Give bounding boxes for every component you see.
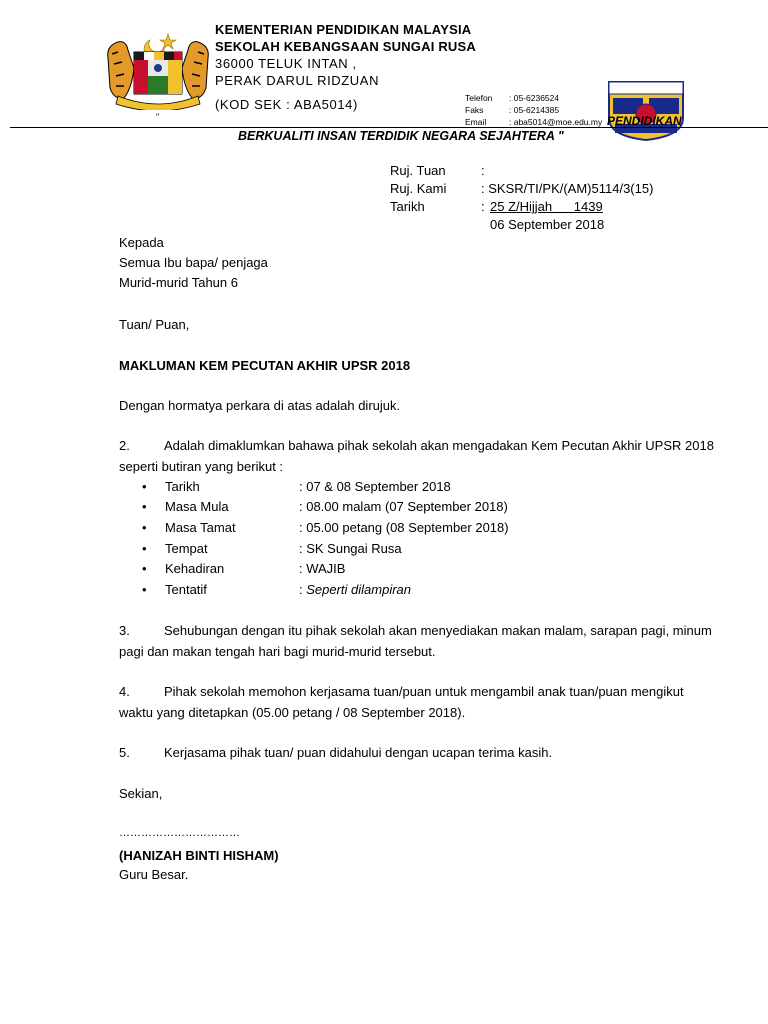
detail-item xyxy=(165,561,224,576)
paragraph-5-line-1: Kerjasama pihak tuan/ puan didahului dengan ucapan terima kasih. xyxy=(164,745,553,760)
header-divider xyxy=(10,127,768,128)
detail-label: Tarikh xyxy=(165,479,200,494)
detail-label: Tentatif xyxy=(165,582,207,597)
recipient-students: Murid-murid Tahun 6 xyxy=(119,275,238,290)
signature-line: …………………………… xyxy=(119,827,240,839)
paragraph-4-line-2: waktu yang ditetapkan (05.00 petang / 08 September 2018). xyxy=(119,705,466,720)
detail-label: Tempat xyxy=(165,541,208,556)
address-line-2: PERAK DARUL RIDZUAN xyxy=(215,73,380,88)
detail-item xyxy=(165,582,207,597)
crest-quote-mark: " xyxy=(156,112,160,122)
email-value[interactable]: : aba5014@moe.edu.my xyxy=(509,117,603,127)
tarikh-label: Tarikh xyxy=(390,199,425,214)
paragraph-4-line-1: Pihak sekolah memohon kerjasama tuan/puan untuk mengambil anak tuan/puan mengikut xyxy=(164,684,684,699)
badge-overlay-text: PENDIDIKAN xyxy=(607,114,682,128)
paragraph-2-line-2: seperti butiran yang berikut : xyxy=(119,459,284,474)
paragraph-2-line-1: Adalah dimaklumkan bahawa pihak sekolah akan mengadakan Kem Pecutan Akhir UPSR 2018 xyxy=(164,438,714,453)
detail-label: Masa Mula xyxy=(165,499,229,514)
salutation: Tuan/ Puan, xyxy=(119,317,190,332)
detail-value: : 05.00 petang (08 September 2018) xyxy=(299,520,509,535)
paragraph-3-line-2: pagi dan makan tengah hari bagi murid-murid tersebut. xyxy=(119,644,436,659)
paragraph-4-number: 4. xyxy=(119,684,130,699)
detail-value xyxy=(299,582,411,597)
detail-label: Masa Tamat xyxy=(165,520,236,535)
paragraph-5-number: 5. xyxy=(119,745,130,760)
detail-item xyxy=(165,541,208,556)
detail-italic-value: Seperti dilampiran xyxy=(306,582,412,597)
email-label: Email xyxy=(465,117,487,127)
school-code: (KOD SEK : ABA5014) xyxy=(215,97,358,112)
detail-item xyxy=(165,479,200,494)
phone-label: Telefon xyxy=(465,93,493,103)
fax-label: Faks xyxy=(465,105,484,115)
signatory-name: (HANIZAH BINTI HISHAM) xyxy=(119,848,279,863)
ministry-name: KEMENTERIAN PENDIDIKAN MALAYSIA xyxy=(215,22,472,37)
detail-value: : WAJIB xyxy=(299,561,346,576)
letter-subject: MAKLUMAN KEM PECUTAN AKHIR UPSR 2018 xyxy=(119,358,411,373)
school-badge-logo xyxy=(605,78,687,142)
detail-value: : SK Sungai Rusa xyxy=(299,541,402,556)
closing: Sekian, xyxy=(119,786,163,801)
paragraph-3-line-1: Sehubungan dengan itu pihak sekolah akan menyediakan makan malam, sarapan pagi, minum xyxy=(164,623,712,638)
recipient-parents: Semua Ibu bapa/ penjaga xyxy=(119,255,268,270)
ruj-tuan-label: Ruj. Tuan xyxy=(390,163,446,178)
detail-item xyxy=(165,499,229,514)
detail-value: : 07 & 08 September 2018 xyxy=(299,479,451,494)
address-line-1: 36000 TELUK INTAN , xyxy=(215,56,357,71)
school-name: SEKOLAH KEBANGSAAN SUNGAI RUSA xyxy=(215,39,476,54)
paragraph-2-number: 2. xyxy=(119,438,130,453)
ruj-kami-value: : SKSR/TI/PK/(AM)5114/3(15) xyxy=(481,181,654,196)
malaysia-coat-of-arms-logo xyxy=(104,28,212,110)
paragraph-3-number: 3. xyxy=(119,623,130,638)
tarikh-colon: : xyxy=(481,199,485,214)
detail-item xyxy=(165,520,236,535)
ruj-kami-label: Ruj. Kami xyxy=(390,181,447,196)
paragraph-1: Dengan hormatya perkara di atas adalah dirujuk. xyxy=(119,398,401,413)
signatory-title: Guru Besar. xyxy=(119,867,189,882)
phone-value: : 05-6236524 xyxy=(509,93,560,103)
detail-label: Kehadiran xyxy=(165,561,225,576)
fax-value: : 05-6214385 xyxy=(509,105,560,115)
detail-value: : 08.00 malam (07 September 2018) xyxy=(299,499,508,514)
recipient-kepada: Kepada xyxy=(119,235,164,250)
ruj-tuan-value: : xyxy=(481,163,485,178)
school-motto: BERKUALITI INSAN TERDIDIK NEGARA SEJAHTERA " xyxy=(238,129,564,143)
tarikh-hijri: 25 Z/Hijjah 1439 xyxy=(490,199,603,214)
tarikh-gregorian: 06 September 2018 xyxy=(490,217,605,232)
detail-colon: : xyxy=(299,582,307,597)
